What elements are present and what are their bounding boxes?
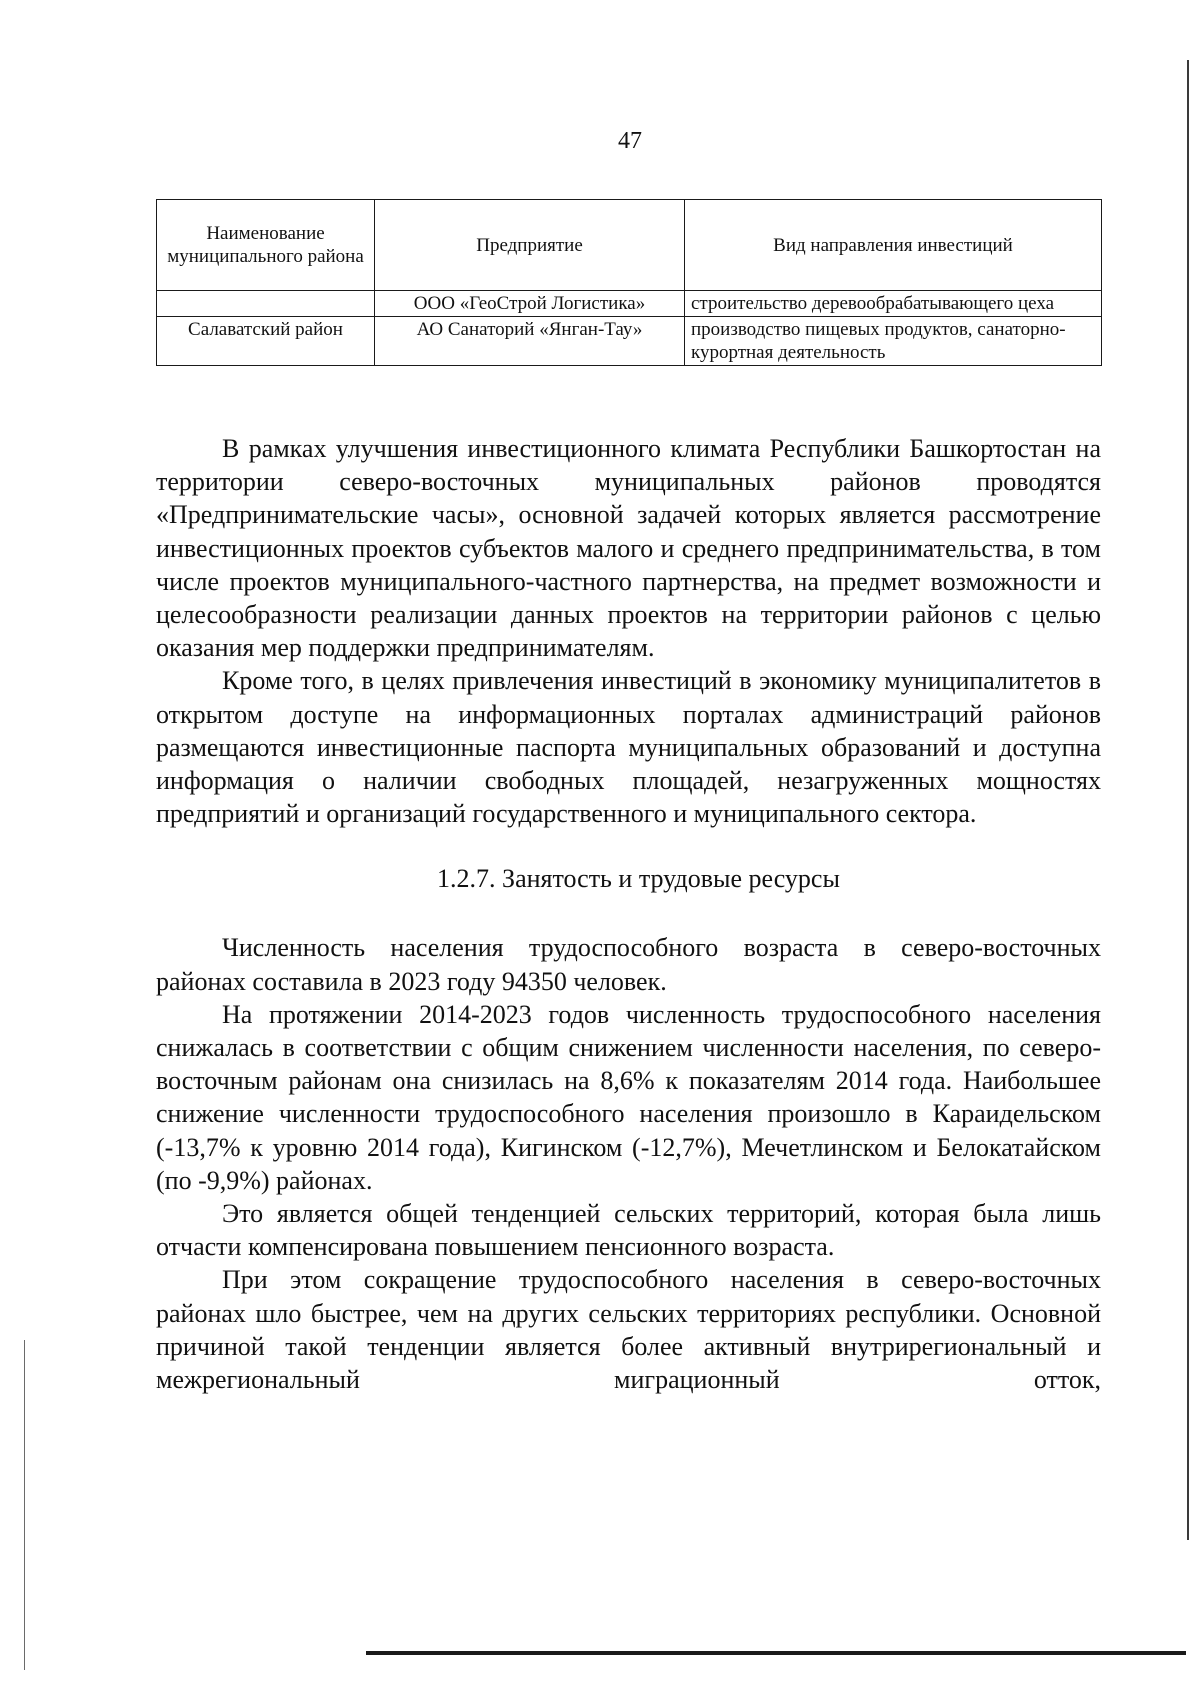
table-header-row [157, 200, 1102, 291]
section-heading: 1.2.7. Занятость и трудовые ресурсы [437, 864, 840, 894]
paragraph-rural-trend: Это является общей тенденцией сельских территорий, которая была лишь отчасти компенсирована повышением пенсионного возраста. [156, 1199, 1101, 1262]
header-enterprise: Предприятие [375, 200, 685, 291]
paragraph-working-age-population: Численность населения трудоспособного возраста в северо-восточных районах составила в 2023 году 94350 человек. [156, 933, 1101, 996]
table-row [157, 317, 1102, 366]
cell-enterprise: АО Санаторий «Янган-Тау» [375, 317, 685, 366]
cell-investment-type: строительство деревообрабатывающего цеха [685, 291, 1102, 317]
document-body [156, 432, 1101, 1396]
cell-district: Салаватский район [157, 317, 375, 366]
header-district: Наименование муниципального района [157, 200, 375, 291]
scan-edge-left [24, 1340, 25, 1670]
cell-investment-type: производство пищевых продуктов, санаторно-курортная деятельность [685, 317, 1102, 366]
paragraph-population-decline: На протяжении 2014-2023 годов численность трудоспособного населения снижалась в соответствии с общим снижением численности населения, по северо-восточным районам она снизилась на 8,6% к показателям 2014 года. Наибольшее снижение численности трудоспособного населения произошло в Караидельском (-13,7% к уровню 2014 года), Кигинском (-12,7%), Мечетлинском и Белокатайском (по -9,9%) районах. [156, 999, 1101, 1195]
cell-district [157, 291, 375, 317]
page-bottom-rule [366, 1651, 1186, 1655]
header-investment-type: Вид направления инвестиций [685, 200, 1102, 291]
cell-enterprise: ООО «ГеоСтрой Логистика» [375, 291, 685, 317]
page-number: 47 [618, 128, 642, 154]
paragraph-migration-outflow: При этом сокращение трудоспособного населения в северо-восточных районах шло быстрее, чем на других сельских территориях республики. Основной причиной такой тенденции является более активный внутрирегиональный и межрегиональный миграционный отток, [156, 1265, 1101, 1395]
paragraph-investment-passports: Кроме того, в целях привлечения инвестиций в экономику муниципалитетов в открытом доступе на информационных порталах администраций районов размещаются инвестиционные паспорта муниципальных образований и доступна информация о наличии свободных площадей, незагруженных мощностях предприятий и организаций государственного и муниципального сектора. [156, 666, 1101, 829]
scan-edge-right [1187, 60, 1189, 1540]
table-row [157, 291, 1102, 317]
investment-table [156, 199, 1102, 366]
paragraph-entrepreneur-hours: В рамках улучшения инвестиционного климата Республики Башкортостан на территории северо-восточных муниципальных районов проводятся «Предпринимательские часы», основной задачей которых является рассмотрение инвестиционных проектов субъектов малого и среднего предпринимательства, в том числе проектов муниципального-частного партнерства, на предмет возможности и целесообразности реализации данных проектов на территории районов с целью оказания мер поддержки предпринимателям. [156, 434, 1101, 663]
